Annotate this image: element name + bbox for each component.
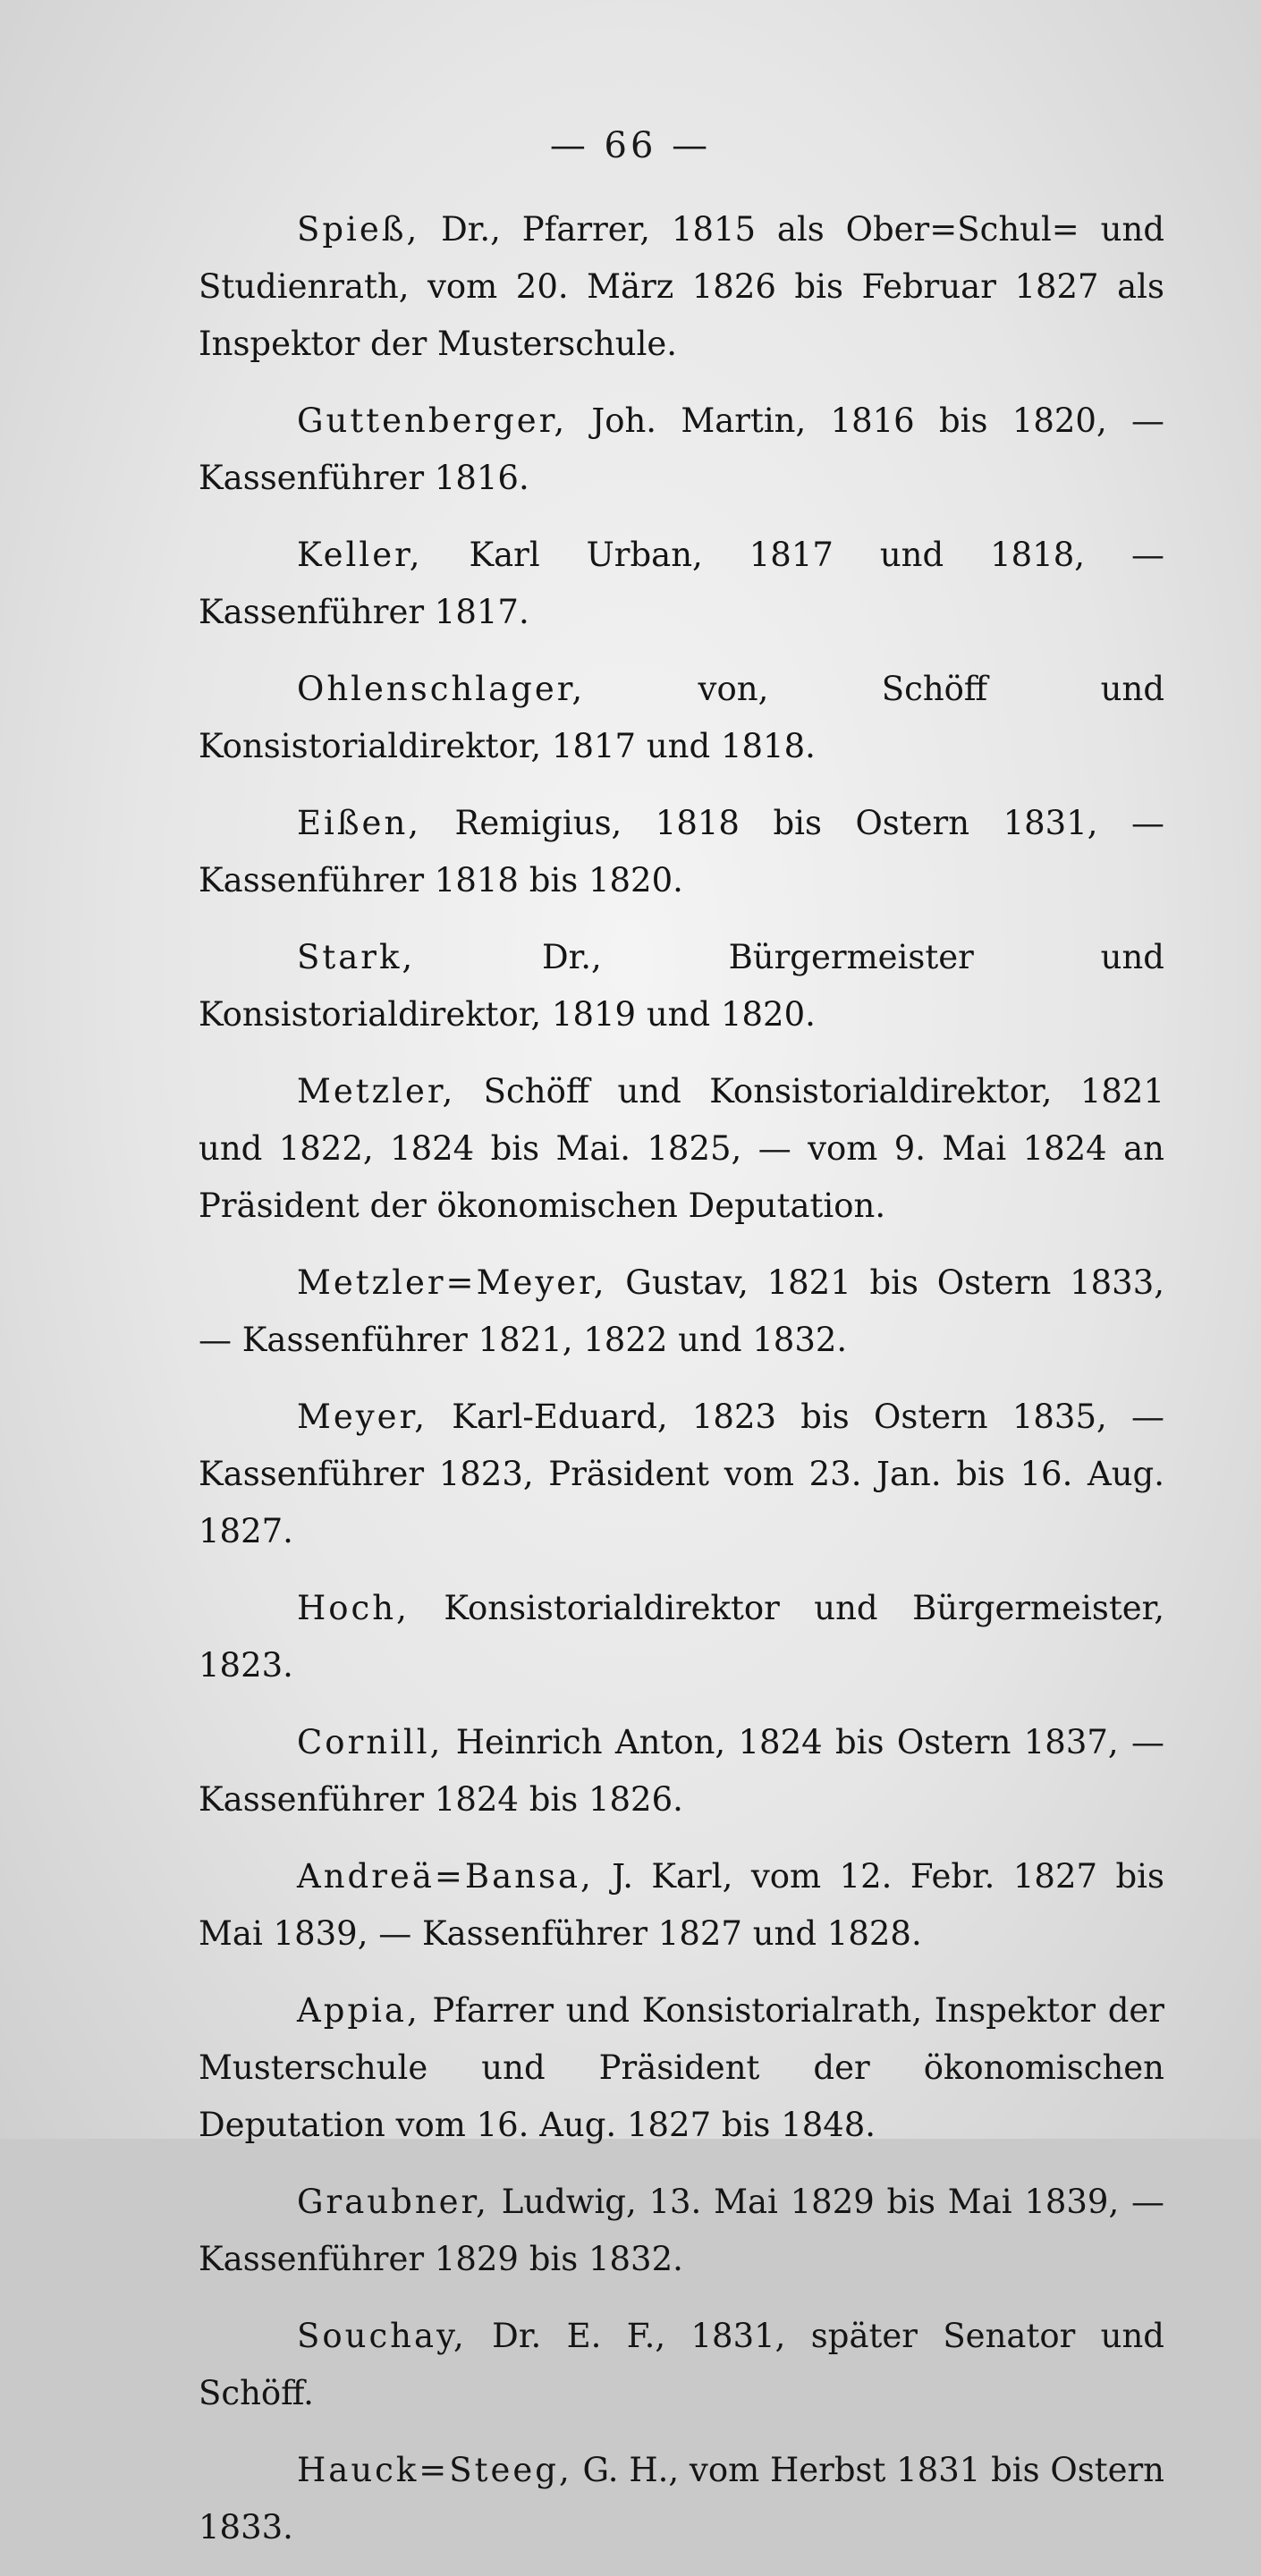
- entry-name: Meyer,: [297, 1398, 427, 1436]
- entry-name: Ohlenschlager,: [297, 670, 586, 708]
- entry: [199, 2308, 1164, 2422]
- entry-name: Eißen,: [297, 804, 422, 842]
- entry: [199, 201, 1164, 373]
- entry-name: Andreä=Bansa,: [297, 1857, 594, 1896]
- entry-text: Schöff und Konsistorialdirektor, 1821 und 1822, 1824 bis Mai. 1825, — vom 9. Mai 1824 an Präsident der ökonomischen Deputation.: [199, 1072, 1164, 1225]
- entry-name: Graubner,: [297, 2183, 489, 2221]
- entry-name: Spieß,: [297, 210, 420, 249]
- entry-text: Dr. E. F., 1831, später Senator und Schöff.: [199, 2317, 1164, 2412]
- entry: [199, 929, 1164, 1043]
- entry: [199, 661, 1164, 775]
- entry-text: Gustav, 1821 bis Ostern 1833, — Kassenführer 1821, 1822 und 1832.: [199, 1263, 1164, 1359]
- entry: [199, 1982, 1164, 2154]
- entry-text: Karl Urban, 1817 und 1818, — Kassenführer 1817.: [199, 536, 1164, 631]
- entry-name: Cornill,: [297, 1723, 444, 1761]
- entry: [199, 1848, 1164, 1963]
- entry-text: Heinrich Anton, 1824 bis Ostern 1837, — Kassenführer 1824 bis 1826.: [199, 1723, 1164, 1819]
- entry-text: Dr., Bürgermeister und Konsistorialdirektor, 1819 und 1820.: [199, 938, 1164, 1034]
- entry-name: Keller,: [297, 536, 423, 574]
- entry: [199, 2174, 1164, 2288]
- entry: [199, 2442, 1164, 2556]
- entry: [199, 393, 1164, 507]
- entry: [199, 1063, 1164, 1235]
- entry: [199, 527, 1164, 641]
- entry-name: Appia,: [297, 1991, 420, 2030]
- entry-name: Stark,: [297, 938, 416, 976]
- entry-text: J. Karl, vom 12. Febr. 1827 bis Mai 1839, — Kassenführer 1827 und 1828.: [199, 1857, 1164, 1953]
- entry: [199, 1389, 1164, 1560]
- page-number: — 66 —: [549, 125, 712, 166]
- entry-text: Remigius, 1818 bis Ostern 1831, — Kassenführer 1818 bis 1820.: [199, 804, 1164, 899]
- entry-text: von, Schöff und Konsistorialdirektor, 1817 und 1818.: [199, 670, 1164, 765]
- entry-text: Dr., Pfarrer, 1815 als Ober=Schul= und Studienrath, vom 20. März 1826 bis Februar 1827 als Inspektor der Musterschule.: [199, 210, 1164, 363]
- entry-name: Hauck=Steeg,: [297, 2451, 572, 2489]
- entry-name: Metzler=Meyer,: [297, 1263, 607, 1302]
- entry-text: Joh. Martin, 1816 bis 1820, — Kassenführer 1816.: [199, 401, 1164, 497]
- entry-text: Karl-Eduard, 1823 bis Ostern 1835, — Kassenführer 1823, Präsident vom 23. Jan. bis 16. Aug. 1827.: [199, 1398, 1164, 1550]
- entry-text: Konsistorialdirektor und Bürgermeister, 1823.: [199, 1589, 1164, 1685]
- entry: [199, 1714, 1164, 1829]
- entry-text: Pfarrer und Konsistorialrath, Inspektor der Musterschule und Präsident der ökonomischen Deputation vom 16. Aug. 1827 bis 1848.: [199, 1991, 1164, 2144]
- entry: [199, 1254, 1164, 1369]
- entry-list: [199, 201, 1164, 2576]
- entry-text: G. H., vom Herbst 1831 bis Ostern 1833.: [199, 2451, 1164, 2546]
- entry: [199, 1580, 1164, 1694]
- entry-name: Souchay,: [297, 2317, 467, 2355]
- entry-name: Metzler,: [297, 1072, 456, 1111]
- entry-name: Hoch,: [297, 1589, 410, 1627]
- entry-name: Guttenberger,: [297, 401, 568, 440]
- entry: [199, 795, 1164, 909]
- entry-text: Ludwig, 13. Mai 1829 bis Mai 1839, — Kassenführer 1829 bis 1832.: [199, 2183, 1164, 2278]
